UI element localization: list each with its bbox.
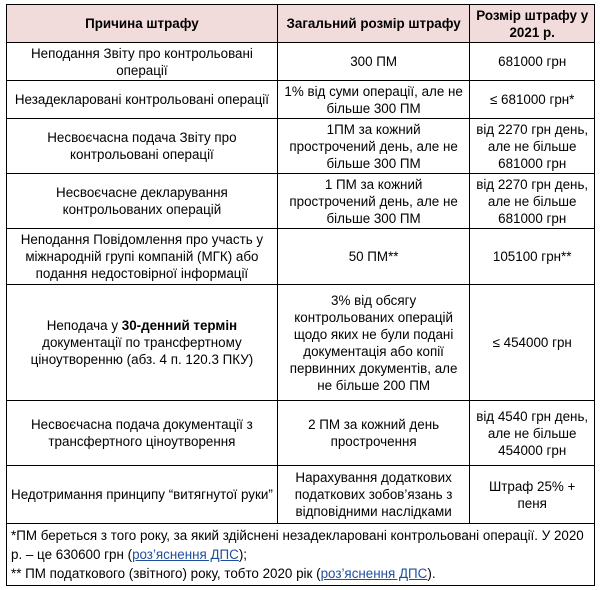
total-cell: 50 ПМ** [277, 229, 470, 285]
penalty-table-container [6, 4, 595, 586]
header-reason: Причина штрафу [7, 5, 278, 43]
table-row [7, 466, 595, 524]
table-row [7, 119, 595, 174]
table-row [7, 43, 595, 81]
table-row [7, 174, 595, 229]
total-cell: Нарахування додаткових податкових зобов’язань з відповідними наслідками [277, 466, 470, 524]
total-cell: 300 ПМ [277, 43, 470, 81]
amount-cell: ≤ 681000 грн* [470, 81, 595, 119]
reason-cell: Недотримання принципу “витягнутої руки” [7, 466, 278, 524]
table-row [7, 285, 595, 401]
total-cell: 1ПМ за кожний прострочений день, але не більше 300 ПМ [277, 119, 470, 174]
header-row [7, 5, 595, 43]
reason-cell [7, 285, 278, 401]
header-total: Загальний розмір штрафу [277, 5, 470, 43]
table-row [7, 81, 595, 119]
reason-cell: Незадекларовані контрольовані операції [7, 81, 278, 119]
header-amount: Розмір штрафу у 2021 р. [470, 5, 595, 43]
reason-cell: Неподання Повідомлення про участь у міжнародній групі компаній (МГК) або подання недостовірної інформації [7, 229, 278, 285]
amount-cell: 681000 грн [470, 43, 595, 81]
total-cell: 3% від обсягу контрольованих операцій щодо яких не були подані документація або копії первинних документів, але не більше 200 ПМ [277, 285, 470, 401]
reason-text-bold: 30-денний термін [121, 318, 238, 333]
reason-cell: Несвоєчасне декларування контрольованих операцій [7, 174, 278, 229]
reason-text-post: документації по трансфертному ціноутворенню (абз. 4 п. 120.3 ПКУ) [30, 335, 254, 367]
penalty-table [6, 4, 595, 586]
total-cell: 1 ПМ за кожний прострочений день, але не більше 300 ПМ [277, 174, 470, 229]
footnote-1-text: *ПМ береться з того року, за який здійснені незадекларовані контрольовані операції. У 2020 р. – це 630600 грн ( [11, 528, 584, 562]
total-cell: 1% від суми операції, але не більше 300 ПМ [277, 81, 470, 119]
footnote-2-end: ). [427, 566, 436, 581]
amount-cell: 105100 грн** [470, 229, 595, 285]
footnote-1-link[interactable]: роз’яснення ДПС [132, 547, 239, 562]
total-cell: 2 ПМ за кожний день прострочення [277, 401, 470, 466]
amount-cell: від 4540 грн день, але не більше 454000 грн [470, 401, 595, 466]
table-row [7, 401, 595, 466]
footnote-cell [7, 524, 595, 586]
reason-cell: Неподання Звіту про контрольовані операції [7, 43, 278, 81]
reason-cell: Несвоєчасна подача Звіту про контрольовані операції [7, 119, 278, 174]
table-row [7, 229, 595, 285]
footnote-2-text: ** ПМ податкового (звітного) року, тобто 2020 рік ( [11, 566, 321, 581]
amount-cell: Штраф 25% + пеня [470, 466, 595, 524]
reason-cell: Несвоєчасна подача документації з трансфертного ціноутворення [7, 401, 278, 466]
footnote-1-end: ); [238, 547, 248, 562]
footnote-2-link[interactable]: роз’яснення ДПС [320, 566, 428, 581]
reason-text-pre: Неподача у [46, 318, 122, 333]
amount-cell: ≤ 454000 грн [470, 285, 595, 401]
amount-cell: від 2270 грн день, але не більше 681000 грн [470, 119, 595, 174]
amount-cell: від 2270 грн день, але не більше 681000 грн [470, 174, 595, 229]
footnote-row [7, 524, 595, 586]
